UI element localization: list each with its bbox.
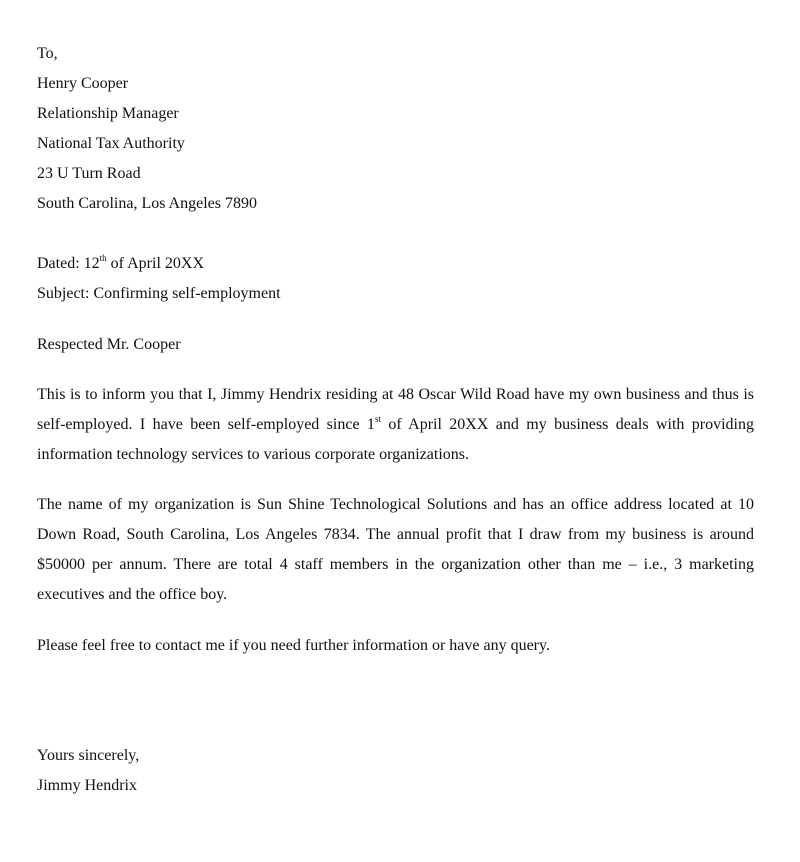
p1-text-b: of April 20XX and my business deals with providing information technology services to various corporate organizations.: [37, 416, 755, 463]
body-paragraph-3: Please feel free to contact me if you need further information or have any query.: [37, 637, 550, 654]
body-paragraph-2: The name of my organization is Sun Shine Technological Solutions and has an office address located at 10 Down Road, South Carolina, Los Angeles 7834. The annual profit that I draw from my business is around $50000 per annum. There are total 4 staff members in the organization other than me – i.e., 3 marketing executives and the office boy.: [37, 496, 754, 603]
recipient-title: Relationship Manager: [37, 105, 179, 122]
valediction: Yours sincerely,: [37, 747, 140, 764]
date-label: Dated: 12: [37, 255, 100, 272]
date-line: [37, 254, 204, 274]
recipient-organization: National Tax Authority: [37, 135, 185, 152]
recipient-city: South Carolina, Los Angeles 7890: [37, 195, 257, 212]
signer-name: Jimmy Hendrix: [37, 777, 137, 794]
date-suffix: th: [99, 252, 107, 263]
p1-sup: st: [374, 413, 381, 424]
body-paragraph-1: [37, 380, 754, 470]
date-rest: of April 20XX: [106, 255, 204, 272]
recipient-street: 23 U Turn Road: [37, 165, 141, 182]
to-label: To,: [37, 45, 58, 62]
subject-line: Subject: Confirming self-employment: [37, 285, 281, 302]
p1-text-a: This is to inform you that I, Jimmy Hendrix residing at 48 Oscar Wild Road have my own business and thus is self-employed. I have been self-employed since 1: [37, 386, 754, 433]
recipient-name: Henry Cooper: [37, 75, 129, 92]
greeting: Respected Mr. Cooper: [37, 336, 181, 353]
